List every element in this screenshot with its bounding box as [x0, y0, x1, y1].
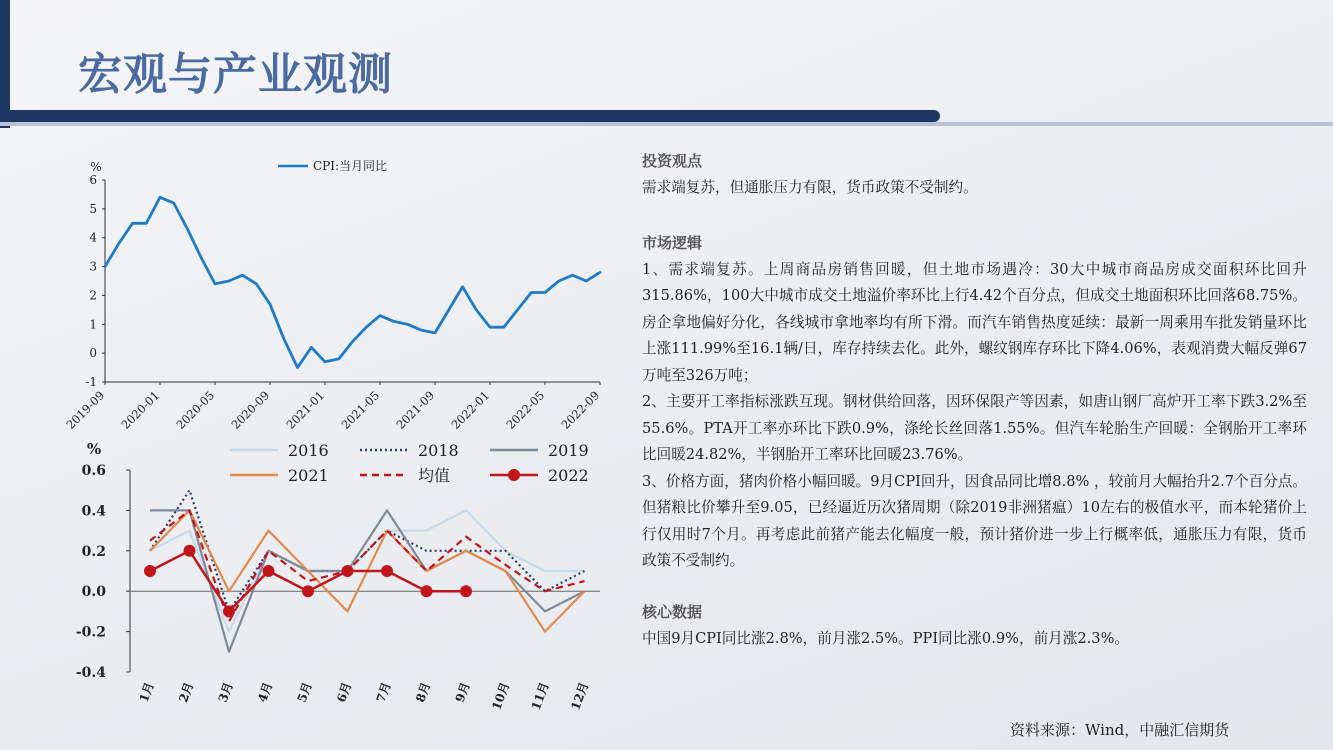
- y-tick-label: 3: [89, 259, 97, 274]
- x-tick-label: 2月: [176, 680, 197, 705]
- data-point-2022: [223, 605, 235, 617]
- series-line-cpi: [105, 197, 600, 367]
- section-heading: 市场逻辑: [642, 233, 703, 252]
- header-underline: [0, 122, 1333, 126]
- x-tick-label: 3月: [215, 680, 236, 705]
- x-tick-label: 6月: [334, 680, 355, 705]
- header-accent: [0, 0, 10, 128]
- section-paragraph: 中国9月CPI同比涨2.8%，前月涨2.5%。PPI同比涨0.9%，前月涨2.3%。: [642, 629, 1130, 647]
- data-point-2022: [421, 585, 433, 597]
- x-tick-label: 2021-05: [338, 388, 383, 432]
- legend-label-2022: 2022: [548, 466, 589, 485]
- section-market-logic: [642, 232, 1307, 575]
- section-core-data: [642, 601, 1307, 653]
- x-tick-label: 5月: [294, 680, 315, 705]
- legend-label-cpi: CPI:当月同比: [313, 159, 388, 173]
- x-tick-label: 10月: [489, 680, 513, 712]
- data-point-2022: [381, 565, 393, 577]
- x-tick-label: 1月: [136, 680, 157, 705]
- section-paragraph: 2、主要开工率指标涨跌互现。钢材供给回落，因环保限产等因素，如唐山钢厂高炉开工率下跌3.2%至55.6%。PTA开工率亦环比下跌0.9%，涤纶长丝回落1.55%。但汽车轮胎生产回暖：全钢胎开工率环比回暖24.82%，半钢胎开工率环比回暖23.76%。: [642, 393, 1307, 463]
- x-tick-label: 2022-05: [503, 388, 548, 432]
- y-tick-label: -1: [85, 375, 97, 389]
- x-tick-label: 2022-09: [558, 388, 603, 432]
- x-tick-label: 2021-01: [283, 388, 328, 432]
- y-unit-label: %: [86, 440, 102, 458]
- page-title: 宏观与产业观测: [78, 49, 393, 100]
- data-point-2022: [302, 585, 314, 597]
- data-point-2022: [263, 565, 275, 577]
- section-investment-view: [642, 150, 1307, 202]
- data-point-2022: [342, 565, 354, 577]
- x-tick-label: 4月: [255, 680, 276, 705]
- y-tick-label: 6: [89, 173, 97, 187]
- x-tick-label: 2020-09: [228, 388, 273, 432]
- x-tick-label: 7月: [373, 680, 394, 705]
- y-tick-label: 5: [89, 201, 97, 216]
- section-heading: 投资观点: [642, 152, 703, 170]
- x-tick-label: 11月: [528, 680, 552, 712]
- seasonal-chart: [60, 438, 620, 713]
- y-tick-label: 4: [89, 230, 97, 245]
- x-tick-label: 9月: [452, 680, 473, 705]
- y-tick-label: -0.2: [75, 624, 106, 641]
- data-point-2022: [460, 585, 472, 597]
- y-tick-label: 0: [89, 346, 97, 361]
- header-bar: [0, 110, 940, 122]
- cpi-chart: [60, 150, 620, 440]
- y-tick-label: 2: [89, 288, 97, 303]
- y-tick-label: 0.2: [81, 543, 106, 560]
- data-point-2022: [144, 565, 156, 577]
- x-tick-label: 2021-09: [393, 388, 438, 432]
- x-tick-label: 2020-01: [118, 388, 163, 432]
- y-tick-label: -0.4: [75, 665, 106, 681]
- legend-label-2019: 2019: [548, 441, 589, 460]
- legend-label-2021: 2021: [288, 466, 329, 485]
- section-paragraph: 3、价格方面，猪肉价格小幅回暖。9月CPI回升，因食品同比增8.8% ，较前月大幅抬升2.7个百分点。但猪粮比价攀升至9.05，已经逼近历次猪周期（除2019非洲猪瘟）10左右的极值水平，而本轮猪价上行仅用时7个月。再考虑此前猪产能去化幅度一般，预计猪价进一步上行概率低，通胀压力有限，货币政策不受制约。: [642, 472, 1307, 569]
- x-tick-label: 2020-05: [173, 388, 218, 432]
- commentary-panel: [642, 150, 1307, 652]
- y-tick-label: 0.0: [81, 584, 106, 601]
- x-tick-label: 2022-01: [448, 388, 493, 432]
- section-heading: 核心数据: [642, 602, 703, 621]
- section-paragraph: 1、需求端复苏。上周商品房销售回暖，但土地市场遇冷：30大中城市商品房成交面积环比回升315.86%，100大中城市成交土地溢价率环比上行4.42个百分点，但成交土地面积环比回落68.75%。房企拿地偏好分化，各线城市拿地率均有所下滑。而汽车销售热度延续：最新一周乘用车批发销量环比上涨111.99%至16.1辆/日，库存持续去化。此外，螺纹钢库存环比下降4.06%，表观消费大幅反弹67万吨至326万吨；: [642, 260, 1307, 384]
- y-unit-label: %: [90, 160, 102, 174]
- y-tick-label: 0.4: [81, 503, 106, 520]
- source-note: 资料来源：Wind，中融汇信期货: [1010, 721, 1230, 739]
- y-tick-label: 0.6: [81, 463, 106, 479]
- legend-label-mean: 均值: [418, 466, 451, 485]
- x-tick-label: 2019-09: [63, 388, 108, 432]
- legend-label-2018: 2018: [418, 441, 459, 460]
- legend-label-2016: 2016: [288, 441, 329, 460]
- y-tick-label: 1: [89, 317, 97, 332]
- x-tick-label: 8月: [413, 680, 434, 705]
- x-tick-label: 12月: [568, 680, 592, 712]
- section-paragraph: 需求端复苏，但通胀压力有限，货币政策不受制约。: [642, 179, 978, 196]
- data-point-2022: [184, 545, 196, 557]
- legend-marker-2022: [508, 469, 520, 481]
